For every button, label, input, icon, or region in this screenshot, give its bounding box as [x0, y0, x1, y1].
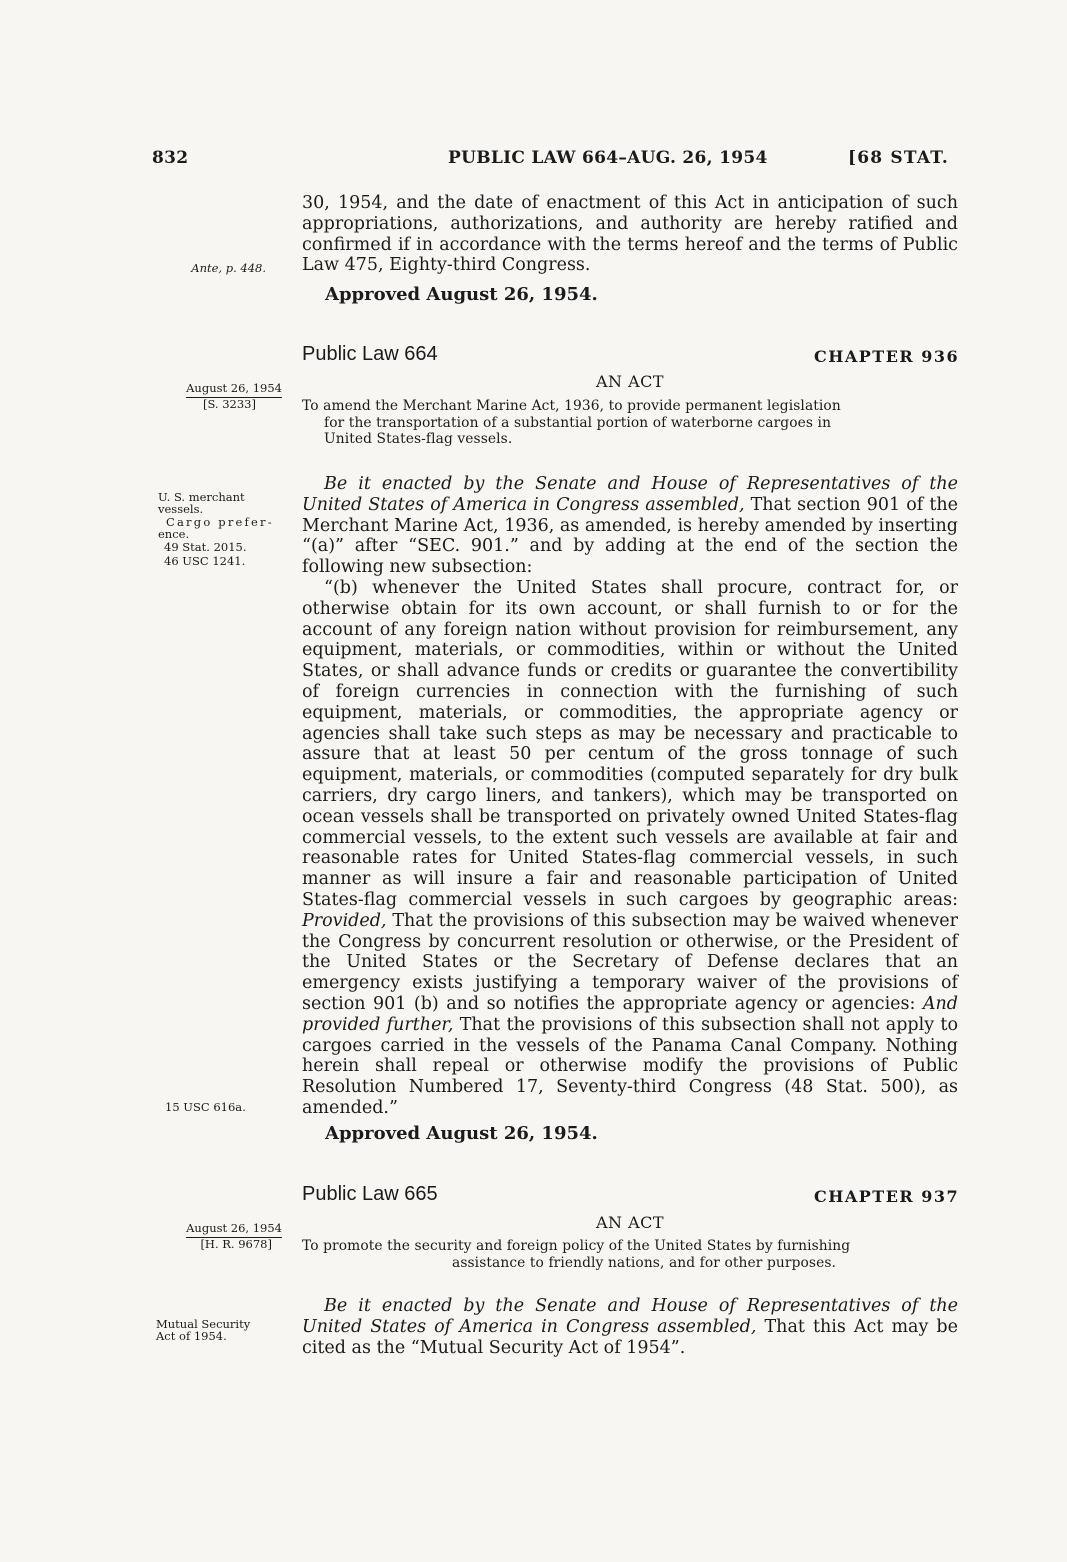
- margin-notes-merchant-vessels: U. S. merchant vessels. Cargo prefer- ence. 49 Stat. 2015. 46 USC 1241.: [158, 490, 274, 568]
- margin-date-664: August 26, 1954 [S. 3233]: [186, 381, 282, 411]
- margin-date-665: August 26, 1954 [H. R. 9678]: [186, 1221, 282, 1251]
- approved-line-1: Approved August 26, 1954.: [325, 284, 598, 305]
- continuation-paragraph: 30, 1954, and the date of enactment of this Act in anticipation of such appropriations, authorizations, and authority are hereby ratified and confirmed if in accordance with the terms hereof and the terms of Public Law 475, Eighty-third Congress.: [302, 193, 958, 276]
- enacting-clause-664: Be it enacted by the Senate and House of Representatives of the United States of America in Congress assembled, That section 901 of the Merchant Marine Act, 1936, as amended, is hereby amended by inserting “(a)” after “SEC. 901.” and by adding at the end of the section the following new subsection:: [302, 474, 958, 578]
- enacting-clause-665: Be it enacted by the Senate and House of Representatives of the United States of America in Congress assembled, That this Act may be cited as the “Mutual Security Act of 1954”.: [302, 1296, 958, 1358]
- public-law-665-heading: Public Law 665: [302, 1183, 438, 1205]
- page-number: 832: [152, 148, 189, 168]
- subsection-b: “(b) whenever the United States shall procure, contract for, or otherwise obtain for its own account, or shall furnish to or for the account of any foreign nation without provision for reimbursement, any equipment, materials, or commodities, within or without the United States, or shall advance funds or credits or guarantee the convertibility of foreign currencies in connection with the furnishing of such equipment, materials, or commodities, the appropriate agency or agencies shall take such steps as may be necessary and practicable to assure that at least 50 per centum of the gross tonnage of such equipment, materials, or commodities (computed separately for dry bulk carriers, dry cargo liners, and tankers), which may be transported on ocean vessels shall be transported on privately owned United States-flag commercial vessels, to the extent such vessels are available at fair and reasonable rates for United States-flag commercial vessels, in such manner as will insure a fair and reasonable participation of United States-flag commercial vessels in such cargoes by geographic areas: Provided, That the provisions of this subsection may be waived whenever the Congress by concurrent resolution or otherwise, or the President of the United States or the Secretary of Defense declares that an emergency exists justifying a temporary waiver of the provisions of section 901 (b) and so notifies the appropriate agency or agencies: And provided further, That the provisions of this subsection shall not apply to cargoes carried in the vessels of the Panama Canal Company. Nothing herein shall repeal or otherwise modify the provisions of Public Resolution Numbered 17, Seventy-third Congress (48 Stat. 500), as amended.”: [302, 578, 958, 1118]
- margin-note-15-usc: 15 USC 616a.: [165, 1100, 246, 1114]
- running-title: PUBLIC LAW 664–AUG. 26, 1954: [448, 148, 768, 168]
- volume-reference: [68 STAT.: [848, 148, 950, 168]
- an-act-heading-664: AN ACT: [595, 372, 665, 391]
- public-law-664-heading: Public Law 664: [302, 343, 438, 365]
- chapter-937: CHAPTER 937: [814, 1187, 960, 1206]
- summary-664: To amend the Merchant Marine Act, 1936, to provide permanent legislation for the transportation of a substantial portion of waterborne cargoes in United States-flag vessels.: [302, 398, 841, 447]
- margin-notes-mutual-security: Mutual Security Act of 1954.: [156, 1317, 251, 1343]
- margin-note-ante: Ante, p. 448.: [191, 261, 266, 275]
- summary-665: To promote the security and foreign policy of the United States by furnishing assistance to friendly nations, and for other purposes.: [302, 1238, 851, 1271]
- approved-line-2: Approved August 26, 1954.: [325, 1123, 598, 1144]
- chapter-936: CHAPTER 936: [814, 347, 960, 366]
- an-act-heading-665: AN ACT: [595, 1213, 665, 1232]
